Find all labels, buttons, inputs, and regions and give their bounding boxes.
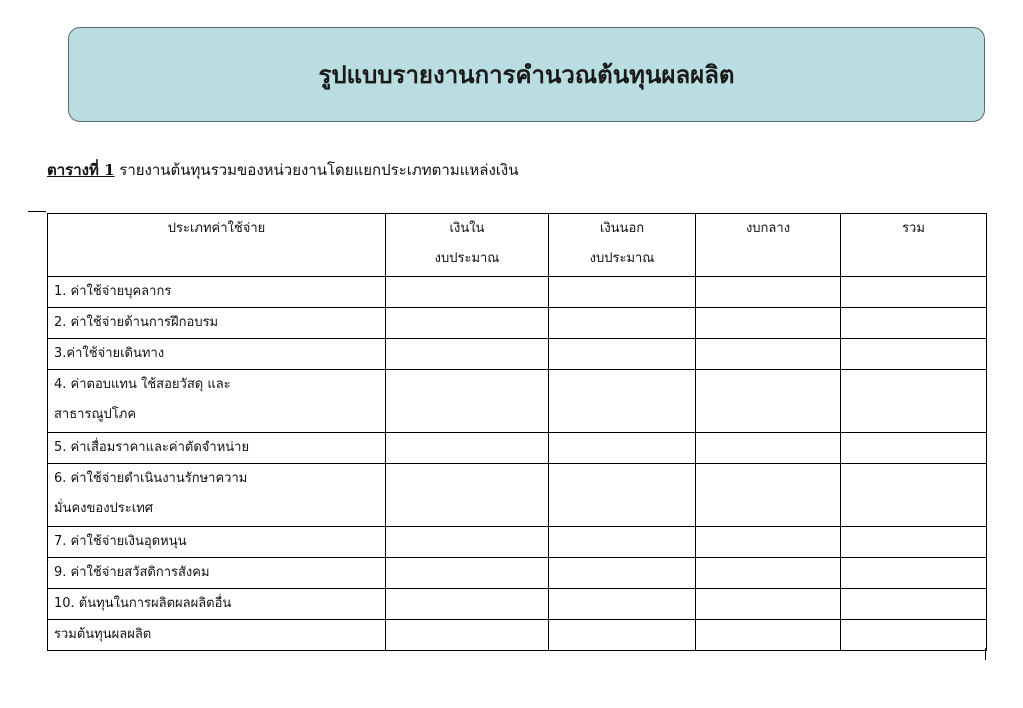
cell-central-budget — [696, 339, 841, 370]
header-total: รวม — [841, 214, 987, 277]
cell-in-budget — [386, 558, 549, 589]
cell-total — [841, 620, 987, 651]
page-title: รูปแบบรายงานการคำนวณต้นทุนผลผลิต — [318, 60, 735, 89]
cell-total — [841, 370, 987, 433]
cell-off-budget — [549, 370, 696, 433]
cell-total — [841, 339, 987, 370]
cell-off-budget — [549, 527, 696, 558]
cell-off-budget — [549, 558, 696, 589]
row-label: 4. ค่าตอบแทน ใช้สอยวัสดุ และ สาธารณูปโภค — [48, 370, 386, 433]
cell-total — [841, 308, 987, 339]
cell-off-budget — [549, 308, 696, 339]
cell-in-budget — [386, 589, 549, 620]
row-label: 6. ค่าใช้จ่ายดำเนินงานรักษาความ มั่นคงของประเทศ — [48, 464, 386, 527]
row-label: 7. ค่าใช้จ่ายเงินอุดหนุน — [48, 527, 386, 558]
row-label: 2. ค่าใช้จ่ายด้านการฝึกอบรม — [48, 308, 386, 339]
cell-in-budget — [386, 370, 549, 433]
table-header-row — [48, 214, 987, 277]
table-row — [48, 277, 987, 308]
header-off-budget: เงินนอก งบประมาณ — [549, 214, 696, 277]
cell-total — [841, 589, 987, 620]
cell-central-budget — [696, 370, 841, 433]
header-expense-type: ประเภทค่าใช้จ่าย — [48, 214, 386, 277]
row-label: 5. ค่าเสื่อมราคาและค่าตัดจำหน่าย — [48, 433, 386, 464]
row-label: 1. ค่าใช้จ่ายบุคลากร — [48, 277, 386, 308]
cell-in-budget — [386, 620, 549, 651]
table-caption — [47, 158, 519, 182]
cell-off-budget — [549, 433, 696, 464]
cell-off-budget — [549, 620, 696, 651]
row-label: 3.ค่าใช้จ่ายเดินทาง — [48, 339, 386, 370]
table-row — [48, 589, 987, 620]
cell-in-budget — [386, 277, 549, 308]
cell-off-budget — [549, 589, 696, 620]
cell-central-budget — [696, 308, 841, 339]
table-row — [48, 308, 987, 339]
cell-total — [841, 527, 987, 558]
cost-report-table — [47, 213, 987, 651]
cell-central-budget — [696, 620, 841, 651]
title-banner — [68, 27, 985, 122]
cell-central-budget — [696, 527, 841, 558]
table-row-total — [48, 620, 987, 651]
header-in-budget: เงินใน งบประมาณ — [386, 214, 549, 277]
row-label: 9. ค่าใช้จ่ายสวัสดิการสังคม — [48, 558, 386, 589]
caption-text: รายงานต้นทุนรวมของหน่วยงานโดยแยกประเภทตามแหล่งเงิน — [114, 161, 519, 179]
table-row — [48, 527, 987, 558]
caption-label: ตารางที่ 1 — [47, 161, 115, 179]
cell-central-budget — [696, 558, 841, 589]
cell-in-budget — [386, 527, 549, 558]
table-row — [48, 433, 987, 464]
row-label: 10. ต้นทุนในการผลิตผลผลิตอื่น — [48, 589, 386, 620]
cell-central-budget — [696, 464, 841, 527]
cell-off-budget — [549, 464, 696, 527]
table-row — [48, 558, 987, 589]
cell-in-budget — [386, 433, 549, 464]
cell-total — [841, 433, 987, 464]
cell-total — [841, 277, 987, 308]
cell-central-budget — [696, 589, 841, 620]
cell-central-budget — [696, 433, 841, 464]
header-central-budget: งบกลาง — [696, 214, 841, 277]
table-row — [48, 339, 987, 370]
cell-total — [841, 558, 987, 589]
cell-off-budget — [549, 339, 696, 370]
corner-mark-top-left — [28, 211, 46, 212]
cell-central-budget — [696, 277, 841, 308]
row-label: รวมต้นทุนผลผลิต — [48, 620, 386, 651]
cell-total — [841, 464, 987, 527]
cell-in-budget — [386, 308, 549, 339]
cell-off-budget — [549, 277, 696, 308]
table-row — [48, 464, 987, 527]
cell-in-budget — [386, 464, 549, 527]
table-row — [48, 370, 987, 433]
cell-in-budget — [386, 339, 549, 370]
